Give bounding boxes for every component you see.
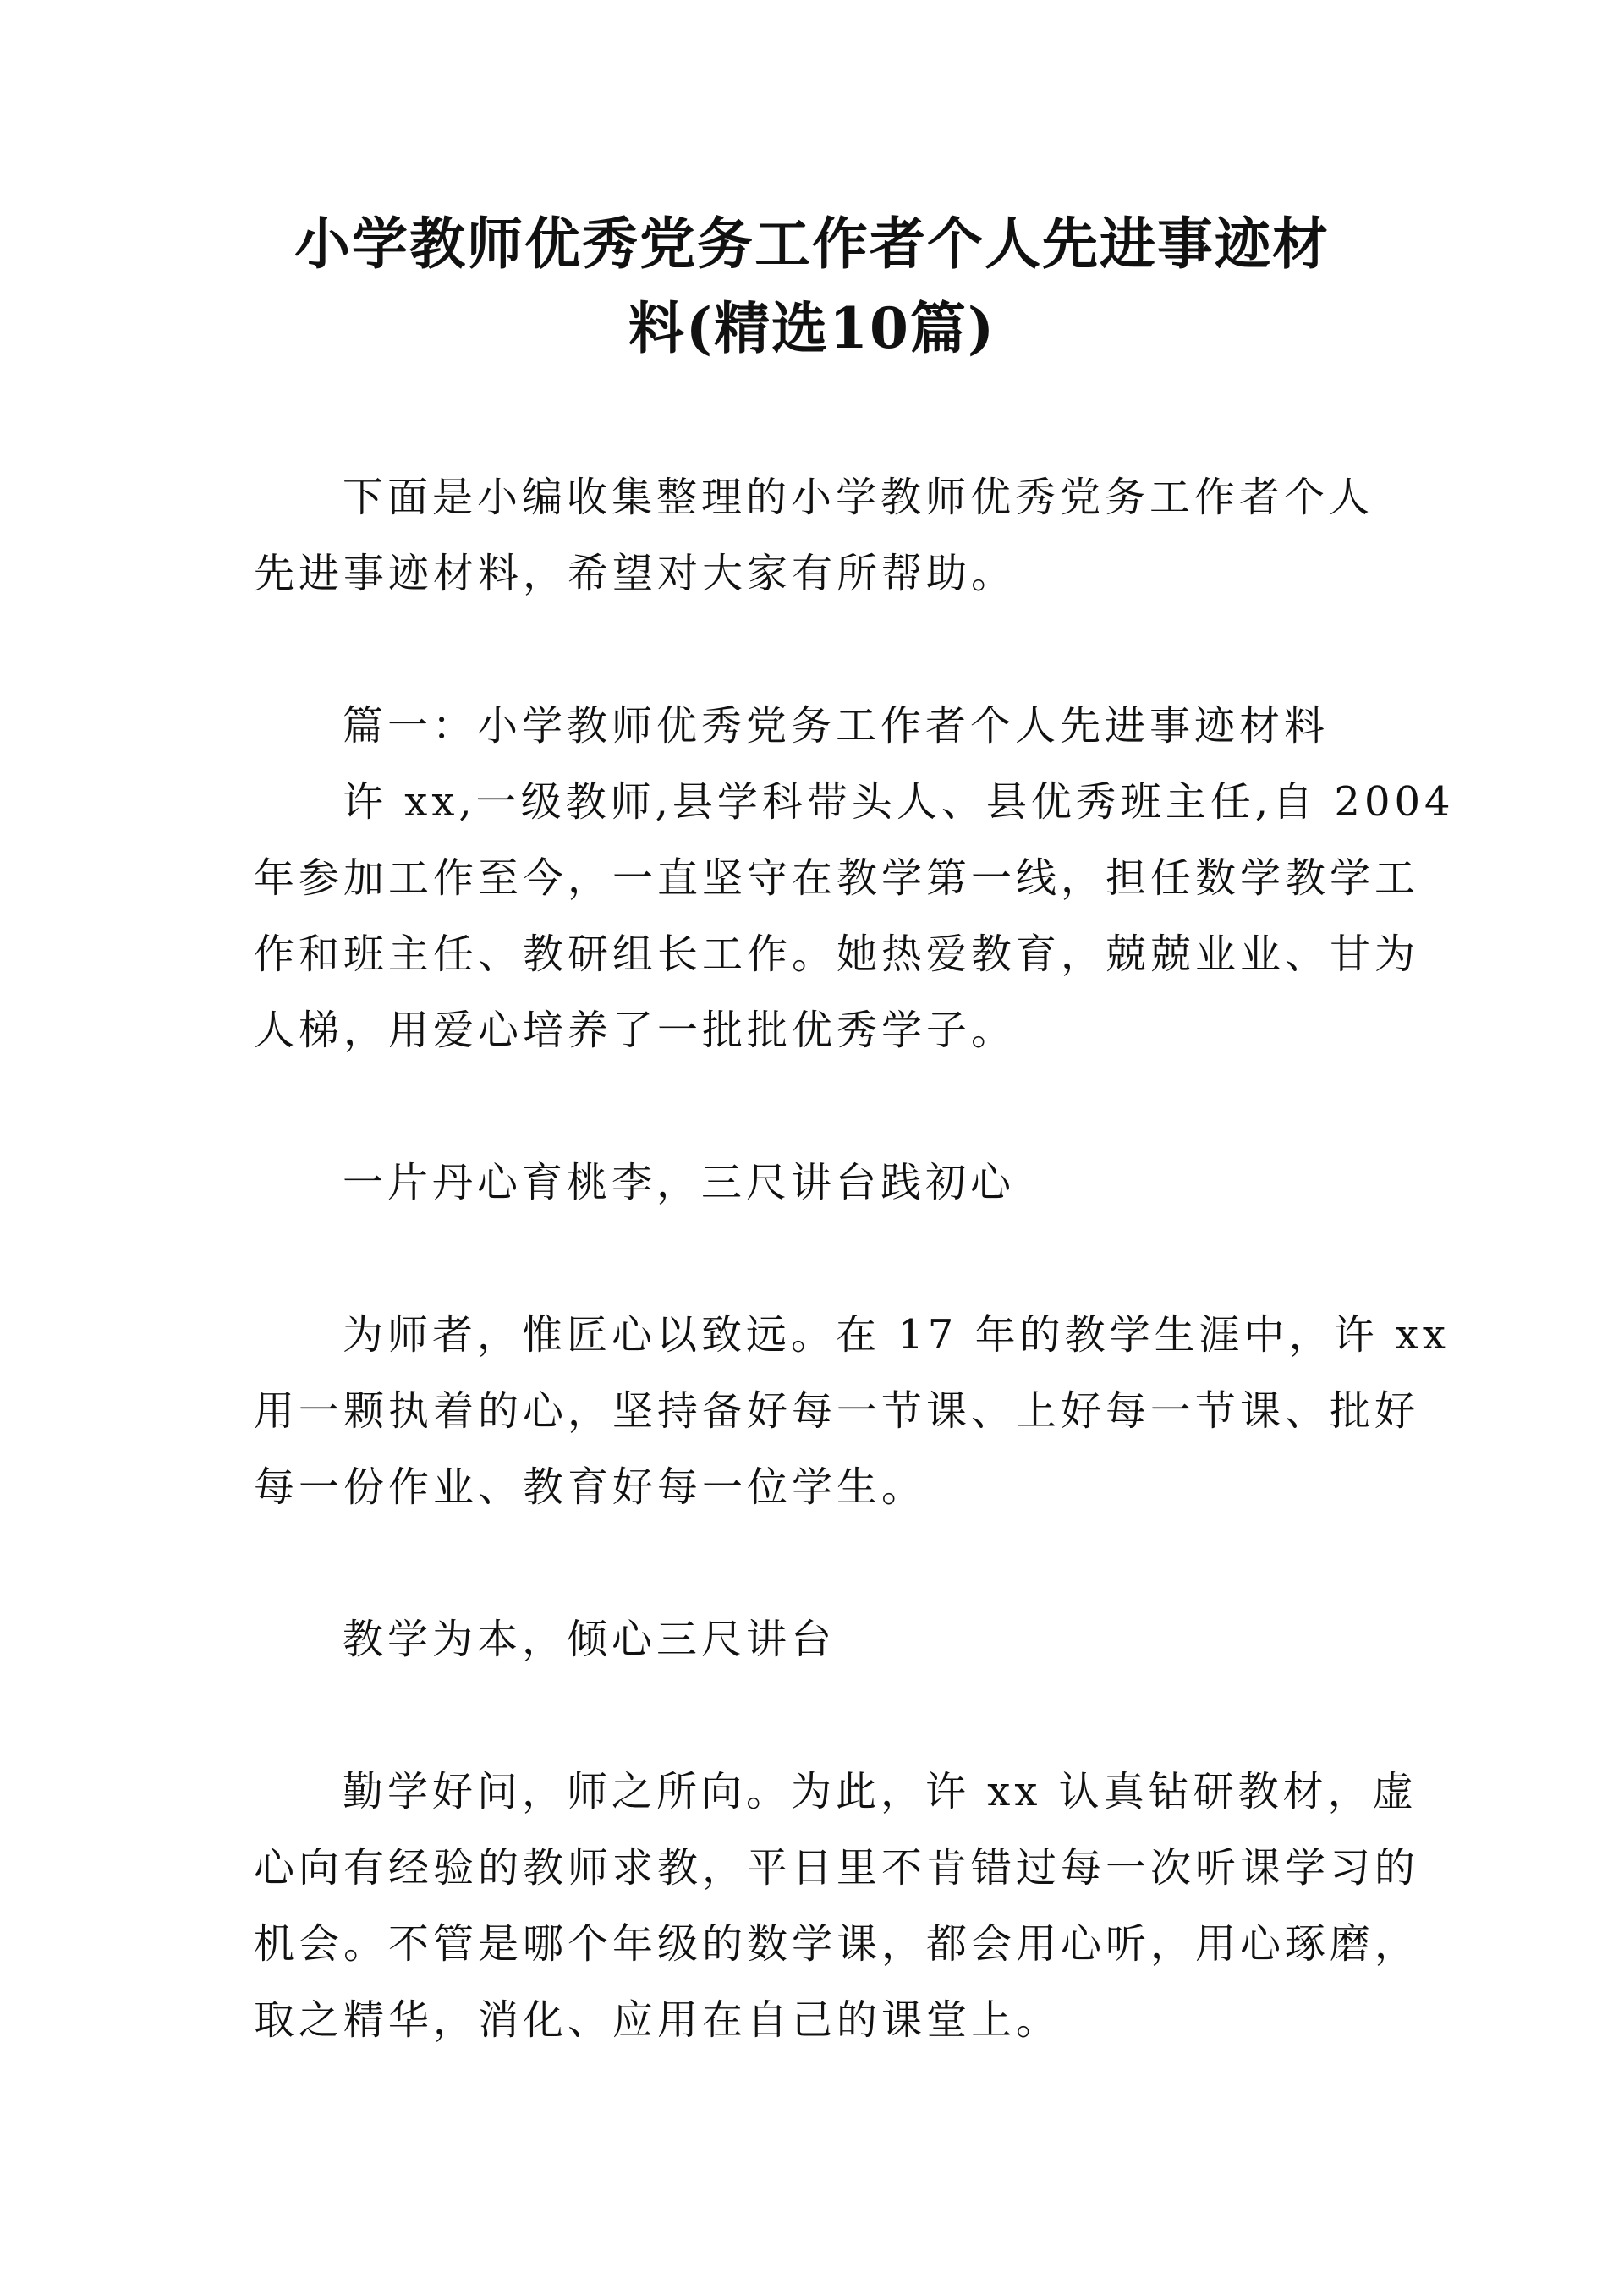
para2-line-3: 每一份作业、教育好每一位学生。: [254, 1463, 927, 1511]
para3-line-4: 取之精华，消化、应用在自己的课堂上。: [254, 1996, 1062, 2044]
para3-line-3: 机会。不管是哪个年级的数学课，都会用心听，用心琢磨，: [254, 1920, 1420, 1968]
para3-line-2: 心向有经验的教师求教，平日里不肯错过每一次听课学习的: [254, 1844, 1420, 1891]
section-heading-1: 篇一：小学教师优秀党务工作者个人先进事迹材料: [343, 702, 1330, 749]
title-line-2: 料(精选10篇): [628, 295, 996, 361]
para1-line-1: 许 xx,一级教师,县学科带头人、县优秀班主任,自 2004: [343, 778, 1455, 826]
subheading-2: 教学为本，倾心三尺讲台: [343, 1616, 837, 1663]
intro-line-1: 下面是小编收集整理的小学教师优秀党务工作者个人: [343, 474, 1374, 521]
para2-line-2: 用一颗执着的心，坚持备好每一节课、上好每一节课、批好: [254, 1387, 1420, 1435]
para1-line-2: 年参加工作至今，一直坚守在教学第一线，担任数学教学工: [254, 854, 1420, 902]
para3-line-1: 勤学好问，师之所向。为此，许 xx 认真钻研教材，虚: [343, 1768, 1418, 1815]
para2-line-1: 为师者，惟匠心以致远。在 17 年的教学生涯中，许 xx: [343, 1311, 1450, 1359]
para1-line-4: 人梯，用爱心培养了一批批优秀学子。: [254, 1007, 1017, 1054]
para1-line-3: 作和班主任、教研组长工作。她热爱教育，兢兢业业、甘为: [254, 931, 1420, 978]
title-line-1: 小学教师优秀党务工作者个人先进事迹材: [294, 211, 1330, 277]
document-title: [203, 201, 1421, 371]
intro-line-2: 先进事迹材料，希望对大家有所帮助。: [254, 550, 1017, 597]
subheading-1: 一片丹心育桃李，三尺讲台践初心: [343, 1159, 1016, 1206]
